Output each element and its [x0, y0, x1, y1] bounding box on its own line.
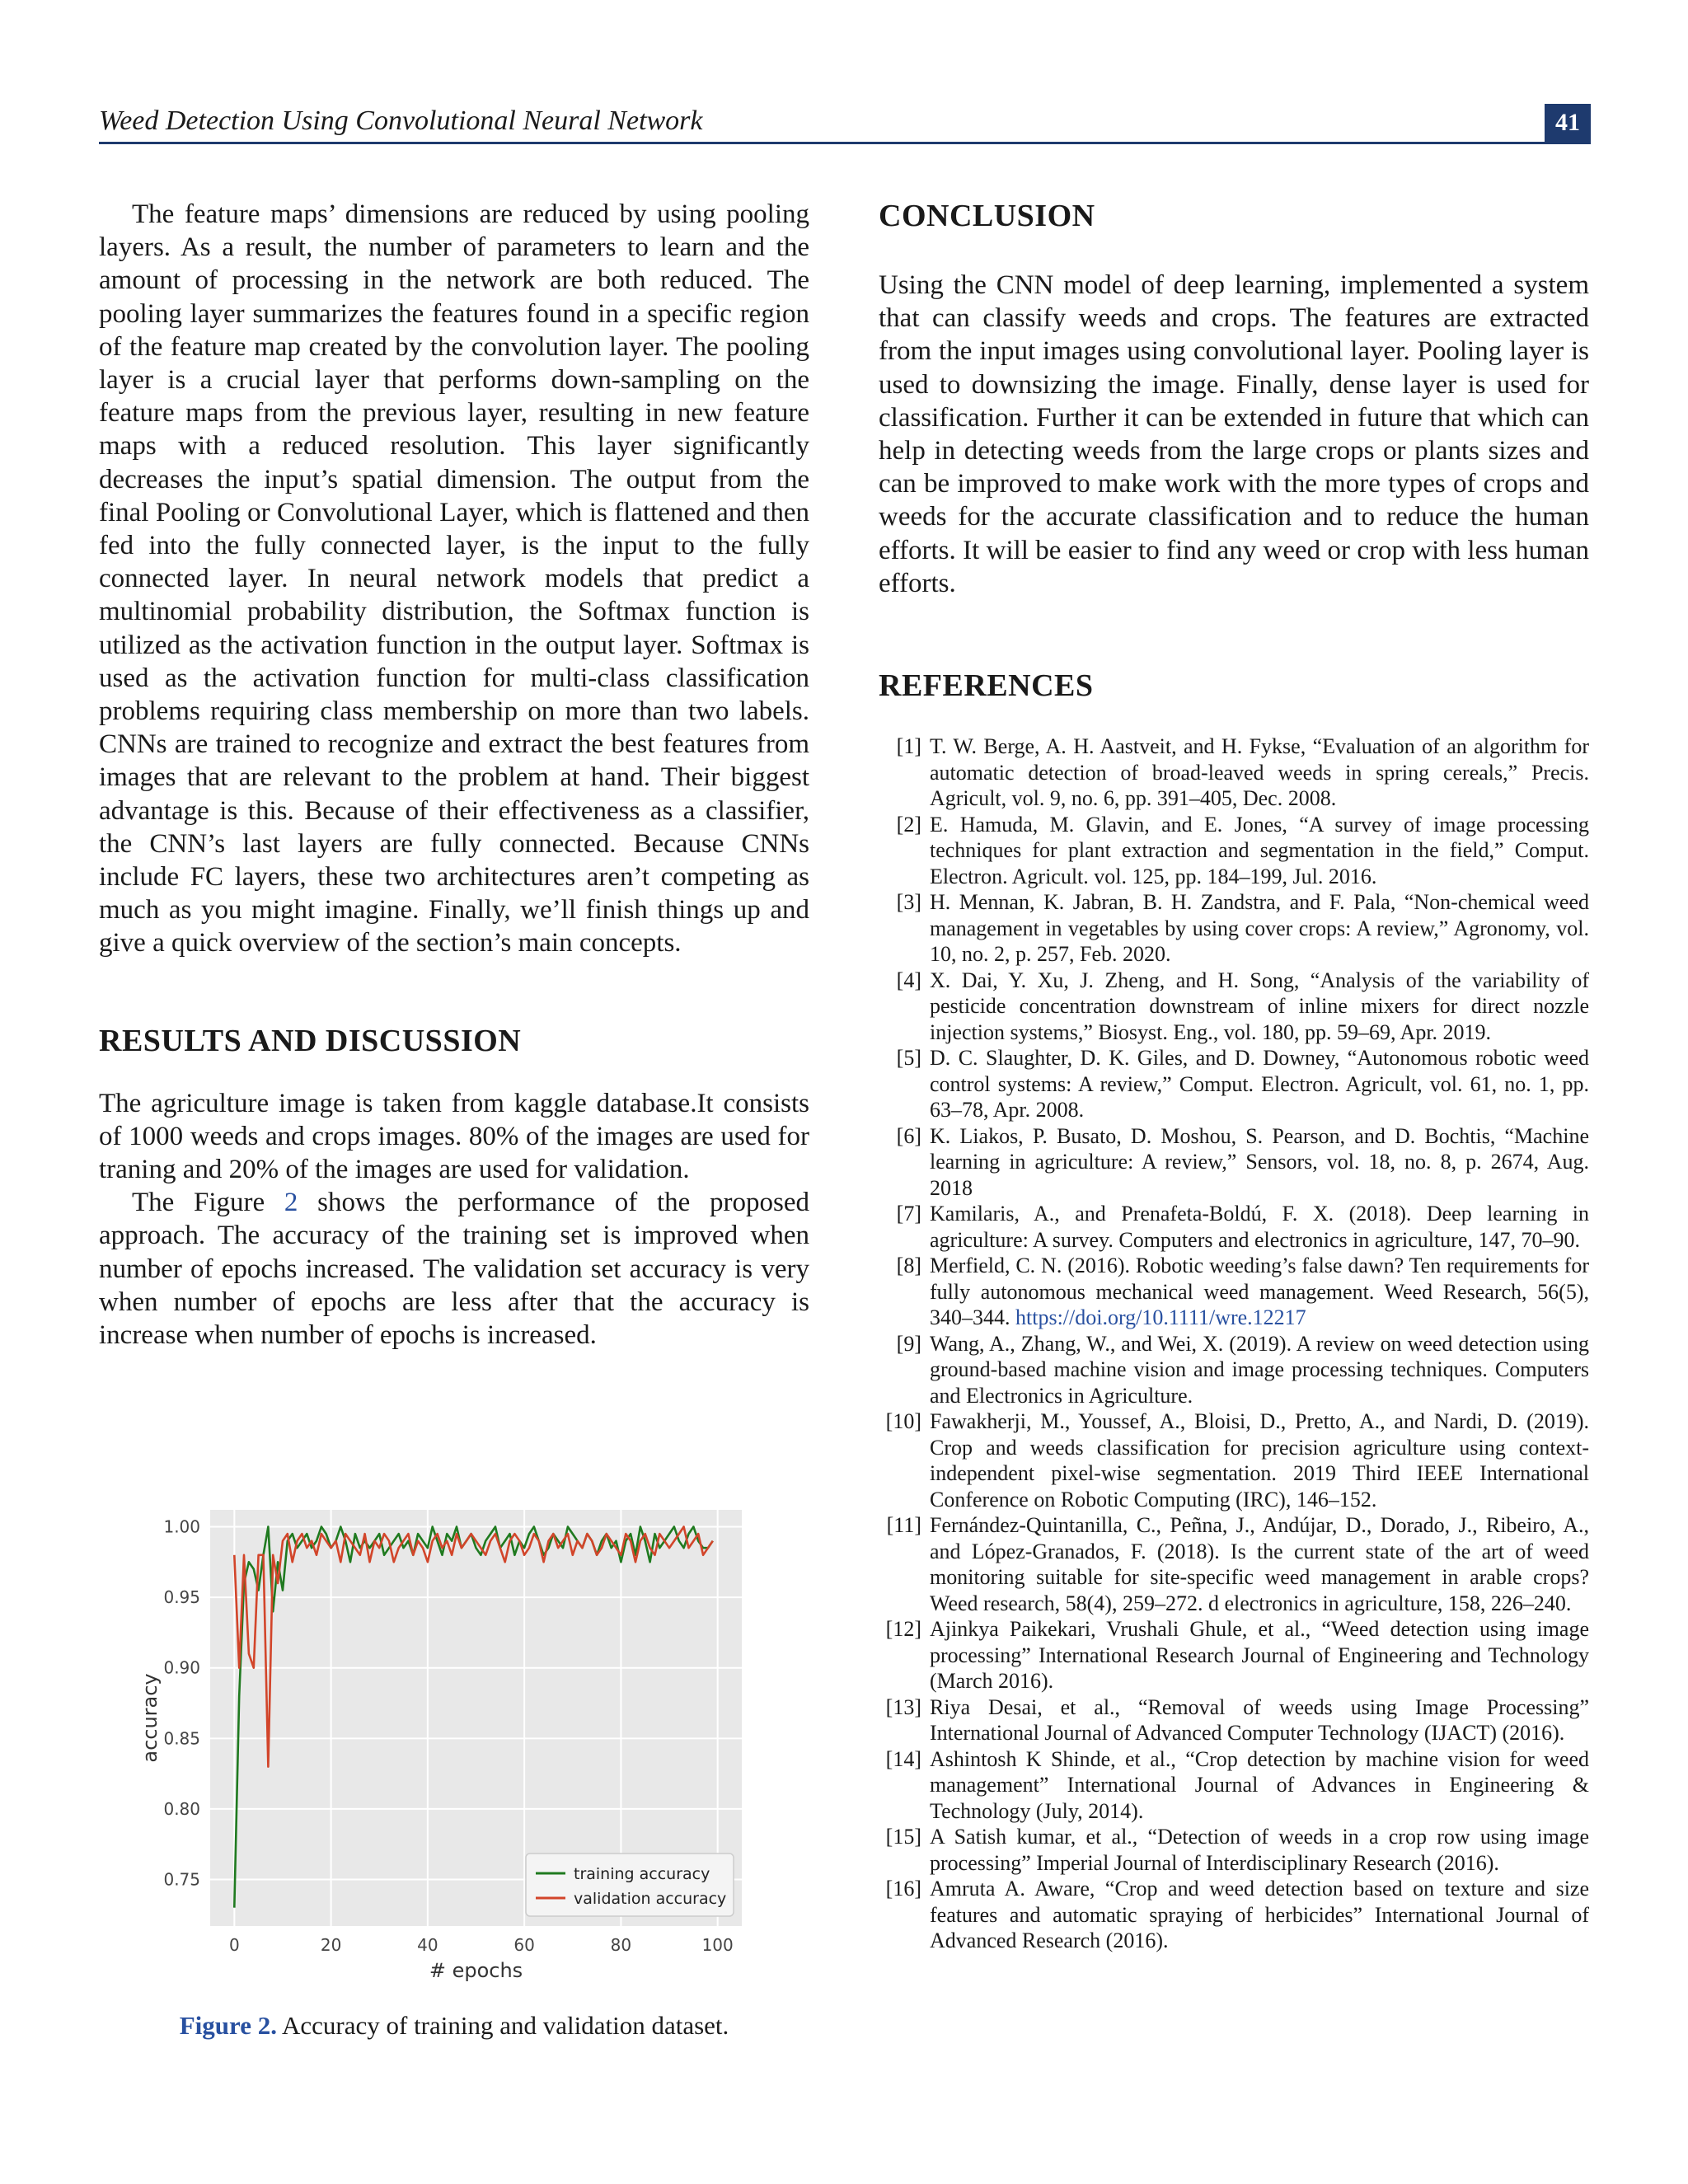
- reference-text: [930, 1746, 1589, 1825]
- reference-text: [930, 968, 1589, 1046]
- left-column: [99, 198, 809, 1352]
- reference-number: [5]: [896, 1046, 921, 1071]
- accuracy-chart: [132, 1502, 775, 1988]
- legend-label-training: training accuracy: [574, 1865, 710, 1883]
- results-heading: RESULTS AND DISCUSSION: [99, 1023, 522, 1058]
- reference-body: Fernández-Quintanilla, C., Peñna, J., Andújar, D., Dorado, J., Ribeiro, A., and López-Granados, F. (2018). Is the current state of the art of weed monitoring suitable for site-specific weed management in arable crops? Weed research, 58(4), 259–272. d electronics in agriculture, 158, 226–240.: [930, 1513, 1589, 1615]
- page-number: 41: [1545, 104, 1591, 142]
- reference-number: [8]: [896, 1254, 921, 1278]
- reference-body: D. C. Slaughter, D. K. Giles, and D. Downey, “Autonomous robotic weed control systems: A review,” Comput. Electron. Agricult, vol. 61, no. 1, pp. 63–78, Apr. 2008.: [930, 1046, 1589, 1122]
- reference-item: [879, 968, 1589, 1046]
- reference-body: K. Liakos, P. Busato, D. Moshou, S. Pearson, and D. Bochtis, “Machine learning in agriculture: A review,” Sensors, vol. 18, no. 8, p. 2674, Aug. 2018: [930, 1123, 1589, 1200]
- reference-item: [879, 1616, 1589, 1694]
- reference-body: E. Hamuda, M. Glavin, and E. Jones, “A survey of image processing techniques for plant extraction and segmentation in the field,” Comput. Electron. Agricult. vol. 125, pp. 184–199, Jul. 2016.: [930, 812, 1589, 888]
- reference-text: [930, 1045, 1589, 1123]
- reference-item: [879, 1045, 1589, 1123]
- reference-text: [930, 1876, 1589, 1954]
- y-axis-label: accuracy: [138, 1673, 162, 1763]
- reference-text: [930, 1408, 1589, 1512]
- running-header: [99, 104, 1591, 144]
- x-tick-label: 60: [513, 1935, 535, 1955]
- y-tick-label: 0.95: [163, 1587, 200, 1608]
- chart-legend: [526, 1854, 734, 1916]
- reference-item: [879, 1746, 1589, 1825]
- figure-caption-text: Accuracy of training and validation dataset.: [282, 2011, 729, 2040]
- reference-body: H. Mennan, K. Jabran, B. H. Zandstra, and F. Pala, “Non-chemical weed management in vegetables by using cover crops: A review,” Agronomy, vol. 10, no. 2, p. 257, Feb. 2020.: [930, 890, 1589, 967]
- conclusion-heading: CONCLUSION: [879, 199, 1095, 233]
- figure-2-link[interactable]: 2: [284, 1188, 298, 1218]
- reference-body: Ashintosh K Shinde, et al., “Crop detection by machine vision for weed management” International Journal of Advances in Engineering & Technology (July, 2014).: [930, 1746, 1589, 1823]
- reference-text: [930, 733, 1589, 812]
- reference-item: [879, 1408, 1589, 1512]
- reference-number: [15]: [885, 1825, 921, 1849]
- reference-item: [879, 1331, 1589, 1409]
- x-axis-label: # epochs: [429, 1959, 523, 1982]
- references-heading: REFERENCES: [879, 668, 1094, 704]
- running-title: Weed Detection Using Convolutional Neural Network: [99, 105, 703, 136]
- reference-number: [3]: [896, 890, 921, 915]
- reference-body: Amruta A. Aware, “Crop and weed detection based on texture and size features and automatic spraying of herbicides” International Journal of Advanced Research (2016).: [930, 1877, 1589, 1953]
- legend-label-validation: validation accuracy: [574, 1890, 727, 1908]
- reference-text: [930, 1694, 1589, 1746]
- reference-body: Kamilaris, A., and Prenafeta-Boldú, F. X. (2018). Deep learning in agriculture: A survey. Computers and electronics in agriculture, 147, 70–90.: [930, 1202, 1589, 1252]
- reference-text: [930, 812, 1589, 890]
- results-paragraph-2: [99, 1186, 809, 1352]
- right-column: [879, 198, 1589, 1954]
- figure-caption: [99, 2011, 809, 2041]
- reference-body: Wang, A., Zhang, W., and Wei, X. (2019). A review on weed detection using ground-based machine vision and image processing techniques. Computers and Electronics in Agriculture.: [930, 1331, 1589, 1408]
- x-tick-label: 20: [320, 1935, 342, 1955]
- results-p2-post: shows the performance of the proposed approach. The accuracy of the training set is improved when number of epochs increased. The validation set accuracy is very when number of epochs are less after that the accuracy is increase when number of epochs is increased.: [99, 1188, 809, 1351]
- reference-text: [930, 1616, 1589, 1694]
- reference-doi-link[interactable]: https://doi.org/10.1111/wre.12217: [1015, 1305, 1306, 1330]
- y-tick-label: 0.80: [163, 1798, 200, 1819]
- y-tick-label: 0.75: [163, 1869, 200, 1890]
- results-p2-pre: The Figure: [132, 1188, 284, 1218]
- reference-body: Riya Desai, et al., “Removal of weeds using Image Processing” International Journal of Advanced Computer Technology (IJACT) (2016).: [930, 1694, 1589, 1746]
- reference-item: [879, 1253, 1589, 1331]
- intro-paragraph: The feature maps’ dimensions are reduced by using pooling layers. As a result, the number of parameters to learn and the amount of processing in the network are both reduced. The pooling layer summarizes the features found in a specific region of the feature map created by the convolution layer. The pooling layer is a crucial layer that performs down-sampling on the feature maps from the previous layer, resulting in new feature maps with a reduced resolution. This layer significantly decreases the input’s spatial dimension. The output from the final Pooling or Convolutional Layer, which is flattened and then fed into the fully connected layer, is the input to the fully connected layer. In neural network models that predict a multinomial probability distribution, the Softmax function is utilized as the activation function in the output layer. Softmax is used as the activation function for multi-class classification problems requiring class membership on more than two labels. CNNs are trained to recognize and extract the best features from images that are relevant to the problem at hand. Their biggest advantage is this. Because of their effectiveness as a classifier, the CNN’s last layers are fully connected. Because CNNs include FC layers, these two architectures aren’t competing as much as you might imagine. Finally, we’ll finish things up and give a quick overview of the section’s main concepts.: [99, 199, 809, 958]
- reference-text: [930, 889, 1589, 968]
- y-tick-label: 0.90: [163, 1657, 200, 1678]
- y-tick-label: 0.85: [163, 1728, 200, 1749]
- x-tick-label: 0: [228, 1935, 240, 1955]
- reference-body: Merfield, C. N. (2016). Robotic weeding’s false dawn? Ten requirements for fully autonomous mechanical weed management. Weed Research, 56(5), 340–344.: [930, 1254, 1589, 1330]
- results-paragraph-1: The agriculture image is taken from kaggle database.It consists of 1000 weeds and crops images. 80% of the images are used for traning and 20% of the images are used for validation.: [99, 1088, 809, 1185]
- reference-item: [879, 1512, 1589, 1616]
- reference-body: T. W. Berge, A. H. Aastveit, and H. Fykse, “Evaluation of an algorithm for automatic detection of broad-leaved weeds in spring cereals,” Precis. Agricult, vol. 9, no. 6, pp. 391–405, Dec. 2008.: [930, 734, 1589, 811]
- reference-body: A Satish kumar, et al., “Detection of weeds in a crop row using image processing” Imperial Journal of Interdisciplinary Research (2016).: [930, 1825, 1589, 1875]
- reference-text: [930, 1331, 1589, 1409]
- references-list: [879, 733, 1589, 1954]
- reference-text: [930, 1123, 1589, 1202]
- x-tick-label: 100: [701, 1935, 734, 1955]
- reference-item: [879, 1876, 1589, 1954]
- reference-number: [9]: [896, 1331, 921, 1356]
- accuracy-figure: [132, 1502, 775, 1988]
- reference-body: Fawakherji, M., Youssef, A., Bloisi, D., Pretto, A., and Nardi, D. (2019). Crop and weeds classification for precision agriculture using context-independent pixel-wise segmentation. 2019 Third IEEE International Conference on Robotic Computing (IRC), 146–152.: [930, 1409, 1589, 1511]
- reference-item: [879, 1123, 1589, 1202]
- reference-text: [930, 1512, 1589, 1616]
- x-tick-label: 80: [610, 1935, 632, 1955]
- reference-item: [879, 1694, 1589, 1746]
- reference-number: [2]: [896, 812, 921, 837]
- reference-number: [16]: [885, 1877, 921, 1901]
- conclusion-paragraph: Using the CNN model of deep learning, implemented a system that can classify weeds and crops. The features are extracted from the input images using convolutional layer. Pooling layer is used to downsizing the image. Finally, dense layer is used for classification. Further it can be extended in future that which can help in detecting weeds from the large crops or plants sizes and can be improved to make work with the more types of crops and weeds for the accurate classification and to reduce the human efforts. It will be easier to find any weed or crop with less human efforts.: [879, 270, 1589, 598]
- reference-number: [6]: [896, 1123, 921, 1148]
- reference-body: X. Dai, Y. Xu, J. Zheng, and H. Song, “Analysis of the variability of pesticide concentration downstream of inline mixers for direct nozzle injection systems,” Biosyst. Eng., vol. 180, pp. 59–69, Apr. 2019.: [930, 968, 1589, 1044]
- reference-item: [879, 812, 1589, 890]
- reference-text: [930, 1824, 1589, 1876]
- figure-caption-label: Figure 2.: [179, 2011, 277, 2040]
- reference-text: [930, 1201, 1589, 1253]
- reference-item: [879, 733, 1589, 812]
- y-tick-label: 1.00: [163, 1516, 200, 1537]
- reference-item: [879, 1824, 1589, 1876]
- reference-number: [12]: [885, 1617, 921, 1642]
- reference-number: [7]: [896, 1202, 921, 1226]
- reference-number: [14]: [885, 1746, 921, 1771]
- reference-body: Ajinkya Paikekari, Vrushali Ghule, et al., “Weed detection using image processing” International Research Journal of Engineering and Technology (March 2016).: [930, 1617, 1589, 1694]
- reference-item: [879, 1201, 1589, 1253]
- reference-item: [879, 889, 1589, 968]
- reference-number: [11]: [886, 1513, 921, 1538]
- reference-text: [930, 1253, 1589, 1331]
- x-tick-label: 40: [417, 1935, 438, 1955]
- reference-number: [4]: [896, 968, 921, 992]
- reference-number: [10]: [885, 1409, 921, 1434]
- reference-number: [13]: [885, 1694, 921, 1719]
- reference-number: [1]: [896, 734, 921, 759]
